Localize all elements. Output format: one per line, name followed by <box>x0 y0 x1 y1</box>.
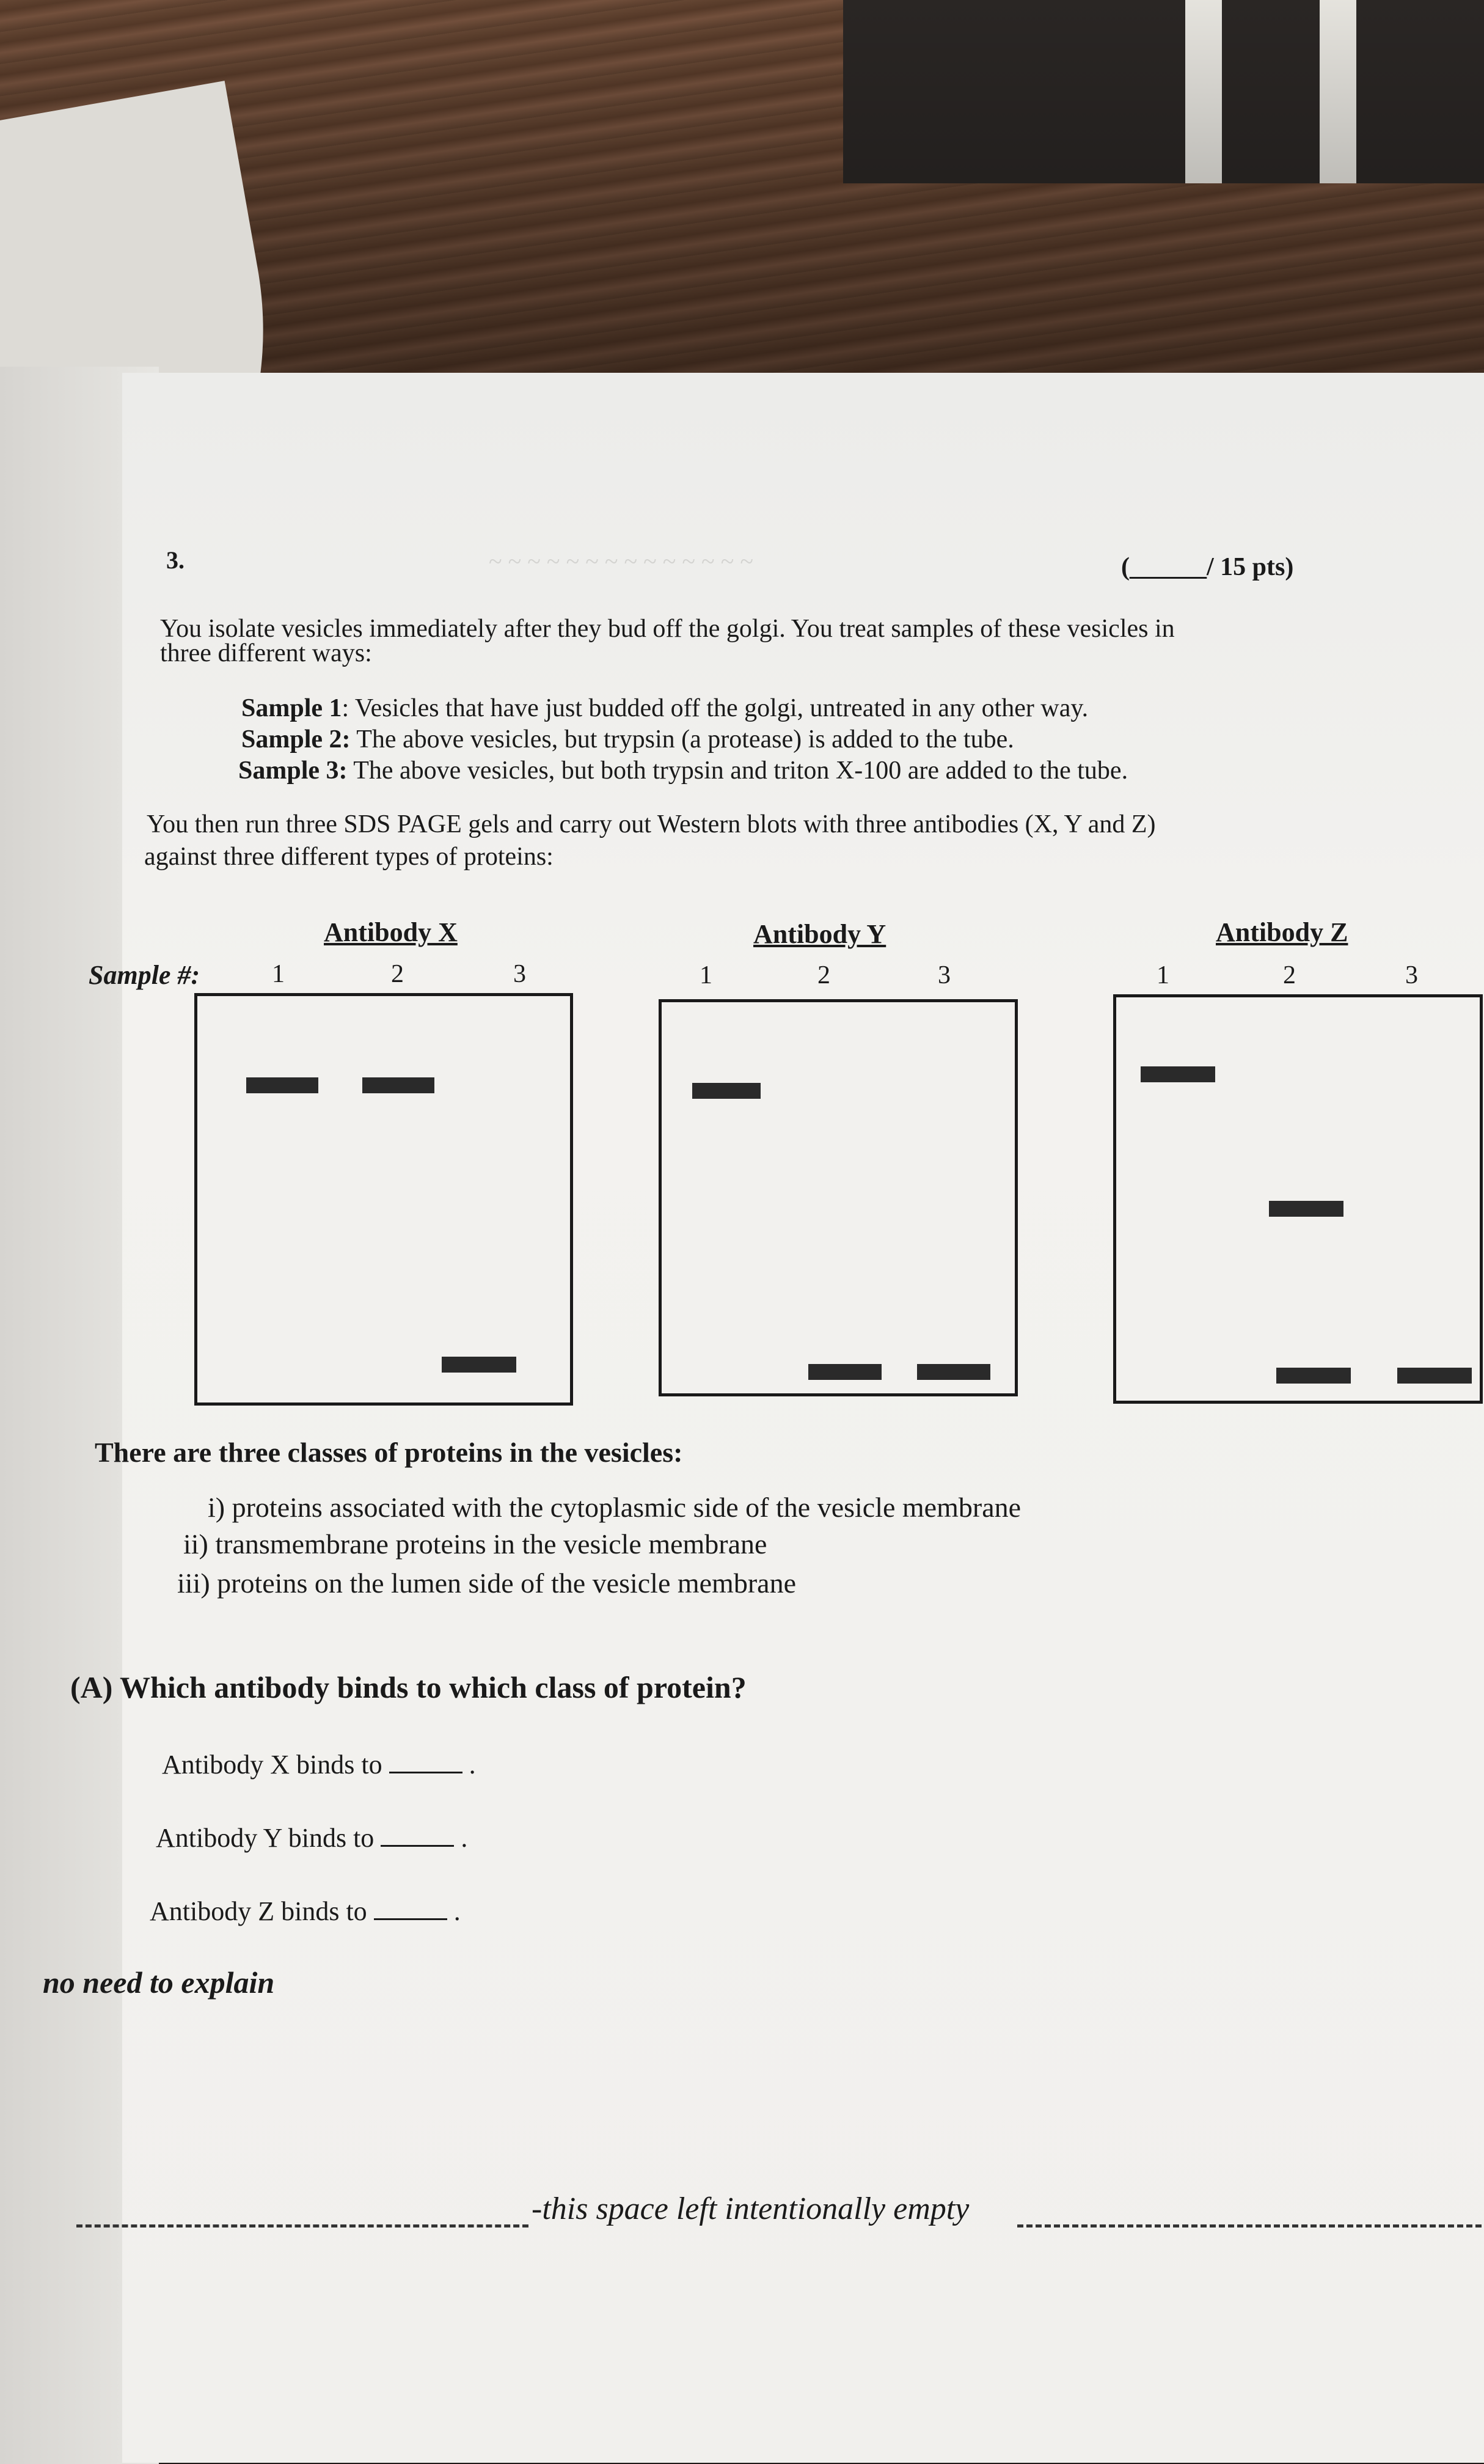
gel-y-lane-2: 2 <box>817 961 830 989</box>
points-blank: ______ <box>1130 553 1207 581</box>
no-explain-note: no need to explain <box>43 1965 275 2000</box>
answer-x-row <box>162 1745 476 1780</box>
gel-x-lane-3: 3 <box>513 960 526 988</box>
answer-x-suffix: . <box>462 1750 476 1780</box>
intro-line-1: You isolate vesicles immediately after they bud off the golgi. You treat samples of these vesicles in <box>160 615 1175 643</box>
gel-x-lane-1: 1 <box>272 960 285 988</box>
gel-y-band-lane3 <box>917 1364 990 1380</box>
gel-x-band-lane3 <box>442 1357 516 1373</box>
gel-antibody-z <box>1113 994 1483 1404</box>
sample-number-label: Sample #: <box>89 960 200 990</box>
sample-3-label: Sample 3: <box>238 757 348 785</box>
western-line-1: You then run three SDS PAGE gels and carry out Western blots with three antibodies (X, Y and Z) <box>147 810 1156 838</box>
bleed-through-text: ~ ~ ~ ~ ~ ~ ~ ~ ~ ~ ~ ~ ~ ~ <box>489 548 753 575</box>
answer-x-blank[interactable] <box>389 1745 462 1773</box>
class-item-2: ii) transmembrane proteins in the vesicle membrane <box>183 1528 767 1560</box>
sample-3-text: The above vesicles, but both trypsin and triton X-100 are added to the tube. <box>347 757 1128 785</box>
sample-1 <box>241 694 1088 723</box>
gel-x-band-lane1 <box>246 1077 318 1093</box>
answer-z-blank[interactable] <box>374 1891 447 1920</box>
gel-y-band-lane2 <box>808 1364 882 1380</box>
answer-y-prefix: Antibody Y binds to <box>156 1823 381 1853</box>
gel-z-band-lane2b <box>1276 1368 1351 1384</box>
classes-heading: There are three classes of proteins in the vesicles: <box>95 1437 683 1468</box>
gel-z-band-lane3 <box>1397 1368 1472 1384</box>
sample-2 <box>241 725 1014 754</box>
western-line-2: against three different types of proteins: <box>144 843 554 871</box>
points-open: ( <box>1121 553 1130 581</box>
answer-z-row <box>150 1891 461 1927</box>
part-a-question: (A) Which antibody binds to which class of protein? <box>70 1670 747 1704</box>
antibody-x-title: Antibody X <box>324 917 458 947</box>
antibody-y-title: Antibody Y <box>753 919 886 949</box>
answer-z-suffix: . <box>447 1896 461 1926</box>
empty-space-note: -this space left intentionally empty <box>532 2191 970 2226</box>
gel-z-lane-2: 2 <box>1283 961 1296 989</box>
class-item-1: i) proteins associated with the cytoplasmic side of the vesicle membrane <box>208 1492 1022 1523</box>
gel-z-lane-1: 1 <box>1157 961 1169 989</box>
sample-3 <box>238 756 1128 785</box>
sample-2-text: The above vesicles, but trypsin (a protease) is added to the tube. <box>350 725 1014 754</box>
sample-2-label: Sample 2: <box>241 725 351 754</box>
gel-z-band-lane1 <box>1141 1066 1215 1082</box>
answer-y-suffix: . <box>454 1823 468 1853</box>
gel-y-lane-1: 1 <box>700 961 712 989</box>
gel-antibody-y <box>659 999 1018 1396</box>
answer-y-row <box>156 1818 467 1854</box>
gel-x-band-lane2 <box>362 1077 434 1093</box>
dashed-line-right <box>1017 2224 1482 2228</box>
answer-y-blank[interactable] <box>381 1818 454 1847</box>
antibody-z-title: Antibody Z <box>1216 917 1348 947</box>
gel-y-lane-3: 3 <box>938 961 951 989</box>
intro-line-2: three different ways: <box>160 639 372 667</box>
points-label <box>1121 552 1293 582</box>
gel-z-lane-3: 3 <box>1405 961 1418 989</box>
worksheet-paper <box>122 373 1484 2463</box>
points-text: / 15 pts) <box>1207 553 1294 581</box>
answer-z-prefix: Antibody Z binds to <box>150 1896 374 1926</box>
question-number: 3. <box>166 546 185 574</box>
dashed-line-left <box>76 2224 528 2228</box>
sample-1-text: : Vesicles that have just budded off the golgi, untreated in any other way. <box>342 694 1089 722</box>
gel-y-band-lane1 <box>692 1083 761 1099</box>
gel-z-band-lane2 <box>1269 1201 1343 1217</box>
class-item-3: iii) proteins on the lumen side of the vesicle membrane <box>177 1568 796 1599</box>
answer-x-prefix: Antibody X binds to <box>162 1750 389 1780</box>
sample-1-label: Sample 1 <box>241 694 342 722</box>
gel-antibody-x <box>194 993 573 1406</box>
gel-x-lane-2: 2 <box>391 960 404 988</box>
